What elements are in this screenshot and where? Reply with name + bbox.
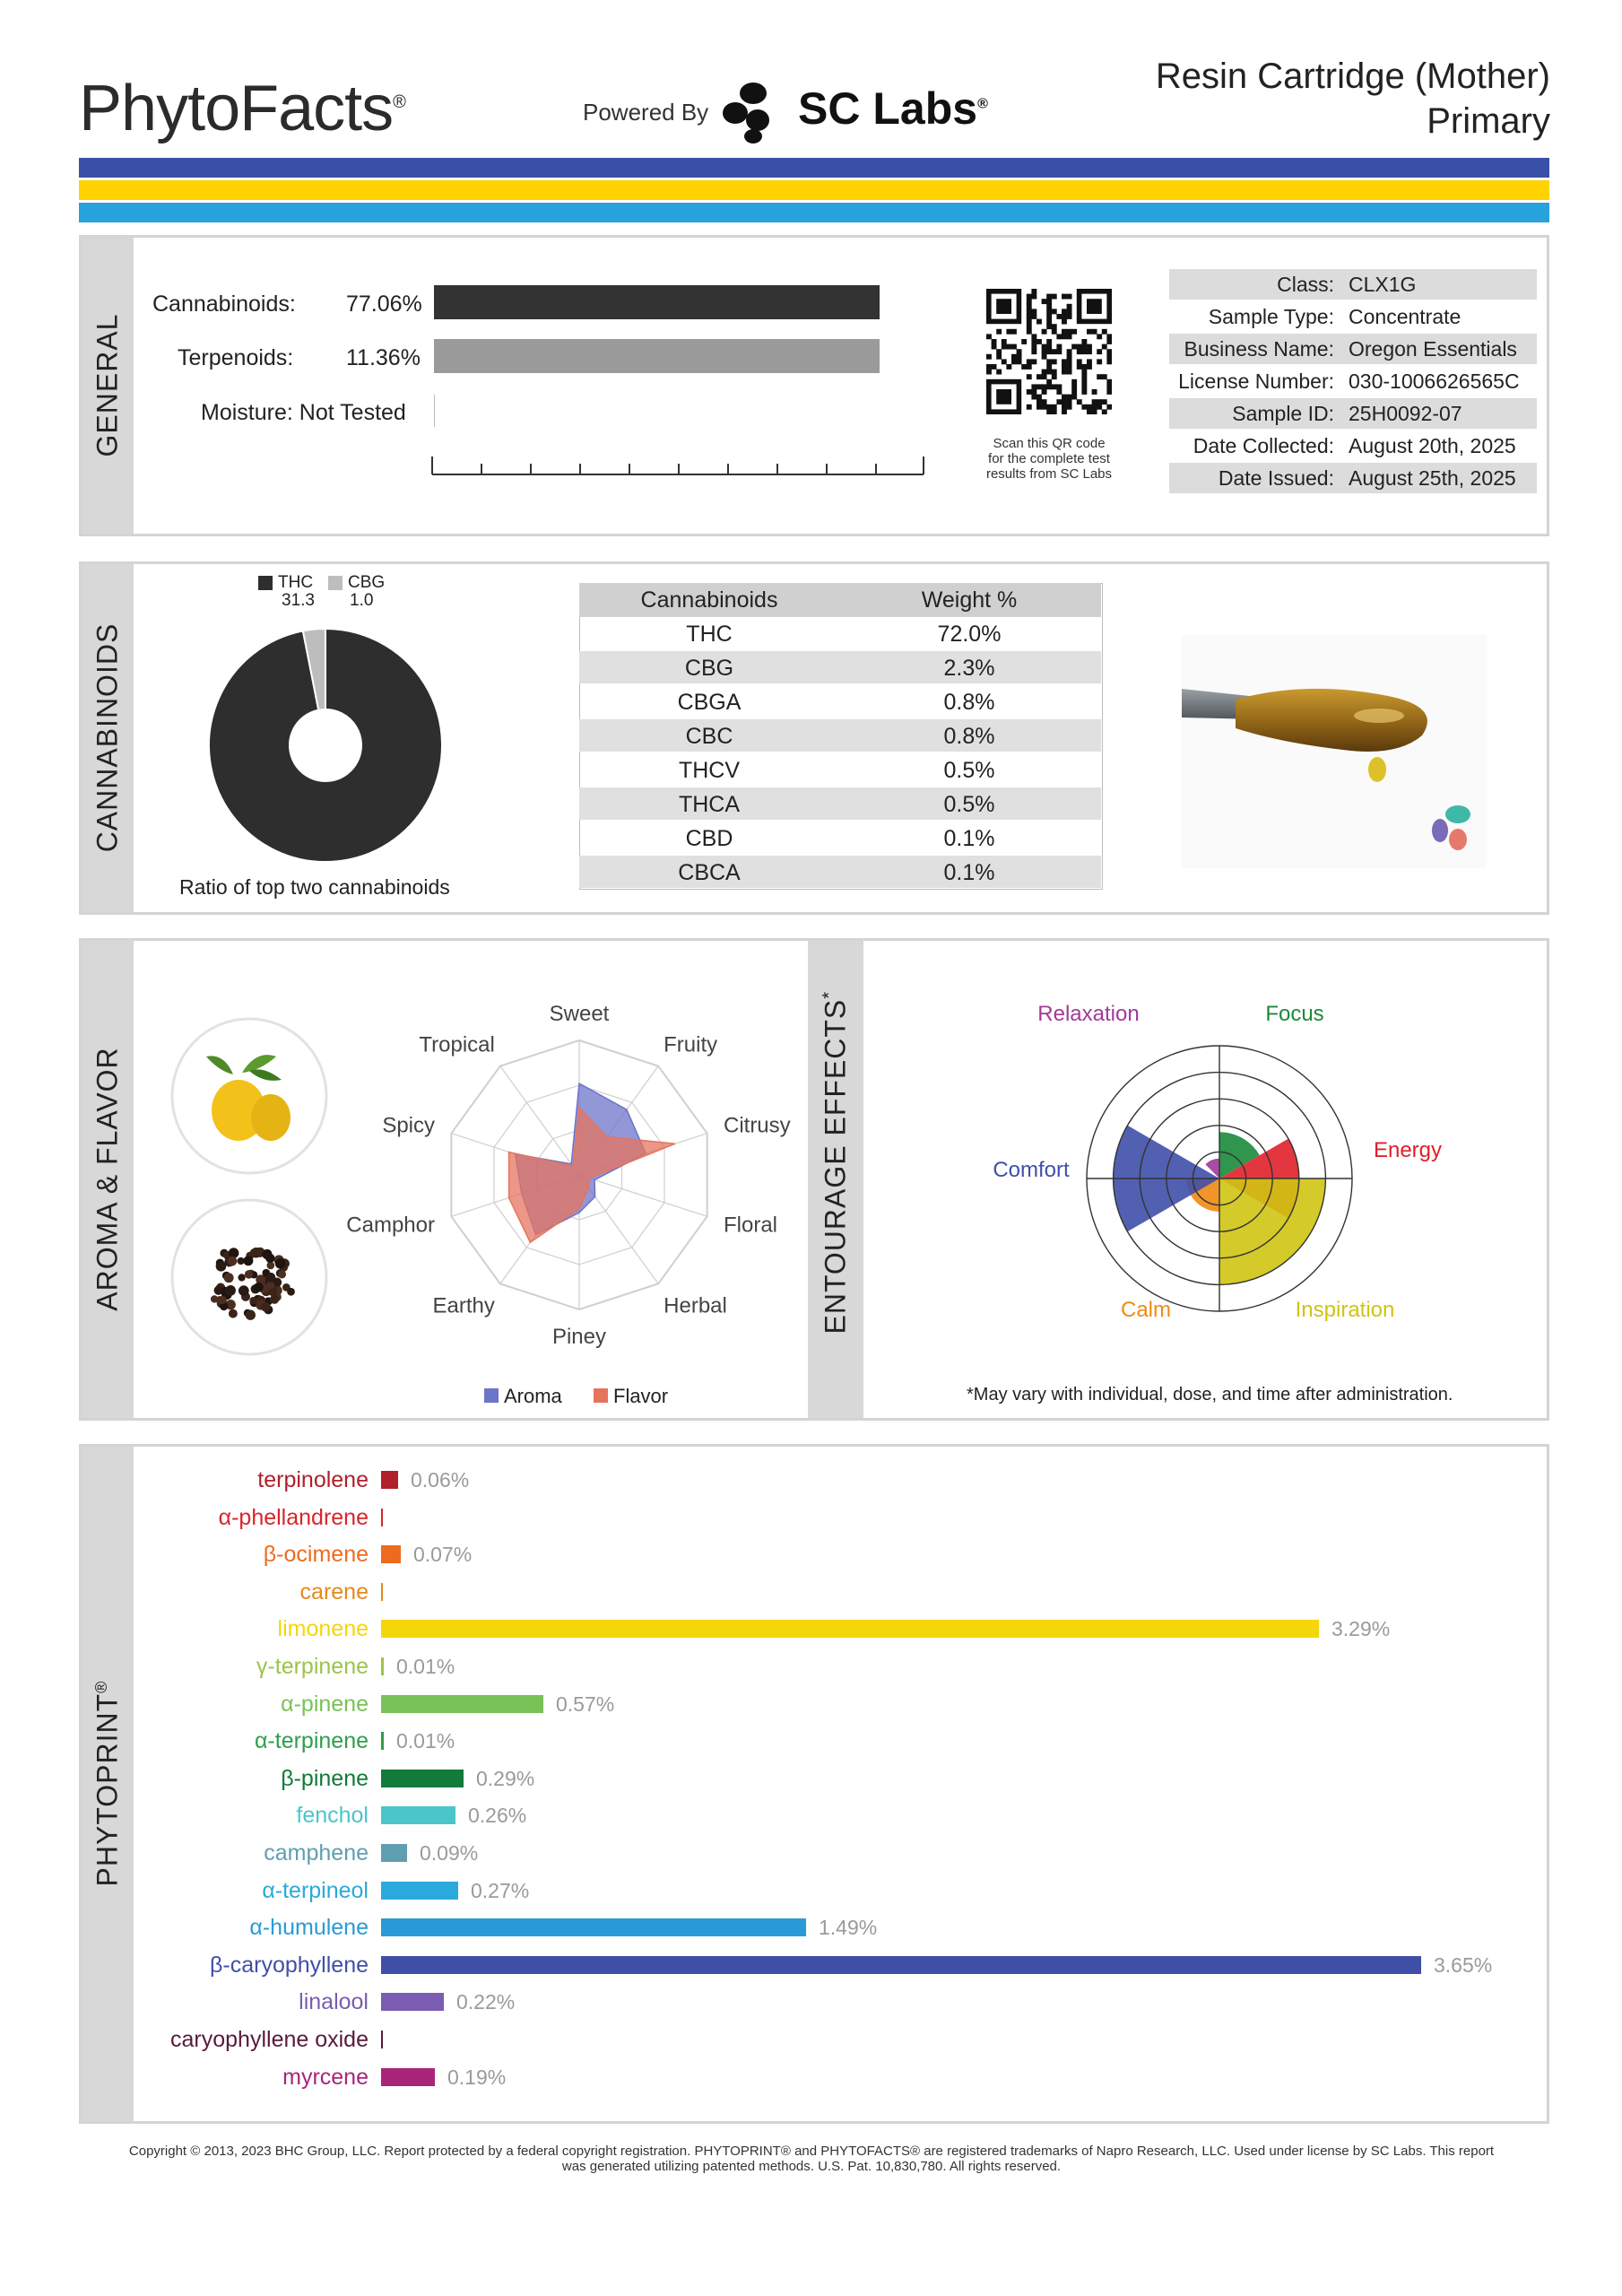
radar-axis-label: Piney [551, 1325, 607, 1349]
table-cell: THC [686, 622, 733, 647]
legend-cbg-swatch [328, 576, 343, 590]
legend-cbg-value: 1.0 [350, 591, 374, 610]
cannabinoids-value: 77.06% [346, 291, 422, 317]
terpene-label: β-ocimene [263, 1542, 369, 1568]
moisture-label: Moisture: Not Tested [201, 400, 406, 425]
peppercorn-image [170, 1198, 328, 1356]
terpene-label: linalool [299, 1989, 369, 2015]
terpene-label: γ-terpinene [256, 1654, 369, 1679]
cannabinoids-section-label: CANNABINOIDS [91, 622, 124, 853]
general-sidebar [82, 238, 134, 534]
qr-caption-line: Scan this QR code [993, 436, 1106, 451]
terpene-value: 0.06% [411, 1468, 470, 1492]
table-row [579, 685, 1101, 718]
info-key: Date Collected: [1193, 434, 1334, 457]
terpene-bar [381, 1770, 464, 1787]
table-row [579, 822, 1101, 854]
terpene-bar [381, 2031, 383, 2048]
copyright-footer [81, 2144, 1542, 2174]
terpene-bar [381, 1918, 806, 1936]
table-cell: CBGA [677, 690, 742, 715]
terpene-label: β-pinene [281, 1765, 369, 1791]
terpene-value: 0.01% [396, 1655, 455, 1678]
radar-axis-label: Earthy [432, 1293, 495, 1318]
table-cell: CBG [684, 656, 734, 681]
info-key: Sample Type: [1208, 305, 1334, 328]
copyright-line: Copyright © 2013, 2023 BHC Group, LLC. Report protected by a federal copyright registration. PHYTOPRINT® and PHYTOFACTS® are registered trademarks of Napro Research, LLC. Used under license by SC Labs. This report [128, 2144, 1495, 2159]
table-row [579, 856, 1101, 888]
phytoprint-section-label: PHYTOPRINT® [91, 1680, 124, 1887]
legend-flavor-swatch [594, 1388, 608, 1403]
powered-by-text: Powered By [583, 99, 709, 126]
phytoprint-sidebar [82, 1447, 134, 2121]
table-row [579, 719, 1101, 752]
entourage-effects-chart [968, 992, 1470, 1333]
table-cell: 2.3% [943, 656, 995, 681]
terpene-value: 0.01% [396, 1729, 455, 1753]
terpene-bar [381, 1695, 543, 1713]
info-value: Concentrate [1349, 305, 1462, 328]
terpene-bar [381, 1583, 383, 1601]
terpene-label: limonene [277, 1616, 369, 1642]
aroma-flavor-radar-chart [332, 983, 798, 1360]
cannabinoids-bar [434, 285, 880, 319]
info-key: License Number: [1178, 370, 1334, 393]
terpene-value: 3.29% [1331, 1617, 1391, 1641]
info-value: 25H0092-07 [1349, 402, 1462, 425]
radar-axis-label: Spicy [382, 1113, 436, 1138]
terpene-bar [381, 1956, 1421, 1974]
radar-axis-label: Floral [723, 1213, 778, 1238]
terpene-label: α-humulene [249, 1915, 369, 1941]
effects-sidebar [808, 941, 863, 1418]
terpenoids-bar [434, 339, 880, 373]
moisture-tick [434, 395, 435, 427]
sc-labs-logo-icon [717, 81, 780, 144]
info-key: Business Name: [1184, 337, 1334, 361]
qr-caption [959, 436, 1139, 482]
info-row-sample-id [1169, 398, 1537, 429]
terpene-bar [381, 1545, 401, 1563]
effect-label-inspiration: Inspiration [1295, 1298, 1395, 1322]
terpene-bar [381, 1657, 384, 1675]
terpene-bar [381, 1806, 455, 1824]
ratio-caption: Ratio of top two cannabinoids [179, 875, 450, 899]
info-value: August 20th, 2025 [1349, 434, 1516, 457]
terpene-label: α-terpineol [262, 1877, 369, 1903]
effects-section-label: ENTOURAGE EFFECTS* [819, 990, 852, 1335]
phytofacts-logo: PhytoFacts® [79, 73, 405, 144]
terpene-label: carene [299, 1578, 369, 1605]
info-key: Sample ID: [1232, 402, 1334, 425]
moisture-value: Not Tested [299, 400, 406, 425]
legend-thc-value: 31.3 [282, 591, 315, 610]
terpene-bar [381, 1509, 383, 1526]
terpene-label: caryophyllene oxide [170, 2027, 369, 2052]
stripe-lightblue [79, 203, 1549, 222]
terpene-value: 0.22% [456, 1990, 516, 2014]
legend-aroma-swatch [484, 1388, 499, 1403]
sc-labs-name: SC Labs® [798, 83, 988, 134]
effect-label-calm: Calm [1120, 1298, 1172, 1322]
effect-label-focus: Focus [1265, 1002, 1324, 1026]
table-cell: 0.1% [943, 826, 995, 851]
table-cell: THCA [678, 792, 741, 817]
general-scale-axis [429, 453, 931, 482]
terpene-value: 0.27% [471, 1878, 530, 1902]
general-section-label: GENERAL [91, 313, 124, 457]
table-row [579, 753, 1101, 786]
stripe-blue [79, 158, 1549, 178]
table-cell: 0.8% [943, 724, 995, 749]
qr-code-icon[interactable] [986, 289, 1112, 414]
terpene-label: camphene [264, 1840, 369, 1866]
table-cell: 0.8% [943, 690, 995, 715]
table-cell: 72.0% [937, 622, 1002, 647]
aroma-section-label: AROMA & FLAVOR [91, 1047, 124, 1311]
info-value: 030-1006626565C [1349, 370, 1520, 393]
terpene-value: 0.19% [447, 2065, 507, 2089]
legend-aroma-label: Aroma [504, 1385, 562, 1407]
terpene-bar [381, 1620, 1319, 1638]
qr-caption-line: results from SC Labs [985, 466, 1113, 482]
lemon-image [170, 1017, 328, 1175]
table-row [579, 787, 1101, 820]
terpene-label: α-pinene [281, 1691, 369, 1717]
legend-flavor-label: Flavor [613, 1385, 669, 1407]
terpene-bar [381, 1882, 458, 1900]
radar-spoke [579, 1175, 707, 1216]
copyright-line: was generated utilizing patented methods. U.S. Pat. 10,830,780. All rights reserved. [561, 2159, 1062, 2174]
terpene-bar [381, 2068, 435, 2086]
effect-label-relaxation: Relaxation [1037, 1002, 1140, 1026]
qr-caption-line: for the complete test [988, 451, 1110, 466]
radar-axis-label: Tropical [419, 1032, 495, 1057]
info-value: August 25th, 2025 [1349, 466, 1516, 490]
terpene-value: 3.65% [1434, 1952, 1493, 1977]
info-value: Oregon Essentials [1349, 337, 1517, 361]
effect-sector-inspiration [1219, 1178, 1325, 1284]
terpene-bar [381, 1732, 384, 1750]
radar-axis-label: Camphor [346, 1213, 436, 1238]
product-title [1156, 54, 1550, 144]
table-cell: 0.1% [943, 860, 995, 885]
info-row-date-collected [1169, 430, 1537, 461]
terpene-label: myrcene [282, 2064, 369, 2090]
terpene-value: 0.07% [413, 1543, 473, 1567]
info-key: Date Issued: [1218, 466, 1334, 490]
info-row-license-number [1169, 366, 1537, 396]
terpenoids-label: Terpenoids: [178, 345, 294, 370]
radar-axis-label: Citrusy [723, 1113, 791, 1138]
cannabinoid-table-header [579, 583, 1101, 617]
terpene-bar [381, 1844, 407, 1862]
terpene-label: fenchol [296, 1803, 369, 1829]
info-key: Class: [1277, 273, 1334, 296]
effect-label-comfort: Comfort [993, 1158, 1070, 1182]
radar-axis-label: Herbal [664, 1293, 727, 1318]
table-cell: THCV [678, 758, 741, 783]
table-row [579, 617, 1101, 649]
legend-cbg-name: CBG [348, 573, 386, 592]
legend-thc-name: THC [278, 573, 314, 592]
resin-product-image [1182, 635, 1487, 868]
terpene-bar [381, 1993, 444, 2011]
radar-axis-label: Sweet [549, 1002, 610, 1026]
stripe-yellow [79, 180, 1549, 200]
terpene-label: terpinolene [257, 1467, 369, 1492]
terpene-value: 0.26% [468, 1804, 527, 1828]
terpene-value: 1.49% [819, 1916, 878, 1940]
aroma-sidebar [82, 941, 134, 1418]
table-cell: CBC [685, 724, 733, 749]
table-cell: CBCA [678, 860, 741, 885]
cannabinoids-label: Cannabinoids: [152, 291, 296, 317]
info-row-date-issued [1169, 463, 1537, 493]
table-cell: CBD [685, 826, 733, 851]
terpene-value: 0.09% [420, 1841, 479, 1865]
terpene-value: 0.57% [556, 1692, 615, 1716]
table-header-weight: Weight % [921, 587, 1018, 613]
table-cell: 0.5% [943, 758, 995, 783]
info-value: CLX1G [1349, 273, 1417, 296]
info-row-business-name [1169, 334, 1537, 364]
cannabinoid-ratio-donut [204, 624, 447, 866]
table-row [579, 651, 1101, 683]
legend-thc-swatch [258, 576, 273, 590]
terpene-label: β-caryophyllene [210, 1952, 369, 1978]
info-row-sample-type [1169, 301, 1537, 332]
terpene-bar [381, 1471, 398, 1489]
terpene-label: α-terpinene [254, 1728, 369, 1754]
terpene-value: 0.29% [476, 1766, 535, 1790]
terpene-label: α-phellandrene [218, 1504, 369, 1530]
terpenoids-value: 11.36% [346, 345, 421, 370]
product-phase: Primary [1427, 101, 1550, 141]
effect-label-energy: Energy [1373, 1138, 1443, 1162]
radar-axis-label: Fruity [664, 1032, 718, 1057]
info-row-class [1169, 269, 1537, 300]
product-name: Resin Cartridge (Mother) [1155, 57, 1550, 96]
effects-footnote: *May vary with individual, dose, and time after administration. [967, 1385, 1453, 1405]
cannabinoids-sidebar [82, 564, 134, 912]
table-header-cannabinoids: Cannabinoids [640, 587, 778, 613]
table-cell: 0.5% [943, 792, 995, 817]
